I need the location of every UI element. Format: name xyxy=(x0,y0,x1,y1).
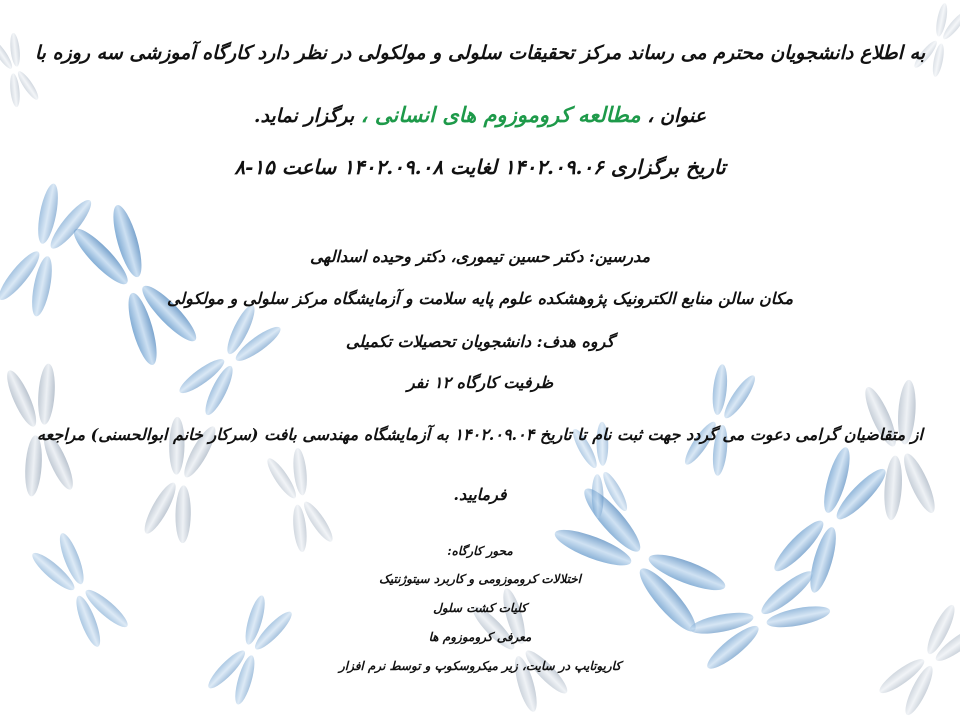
announcement-line-2-suffix: برگزار نماید. xyxy=(253,105,361,127)
topic-item: اختلالات کروموزومی و کاربرد سیتوژنتیک xyxy=(378,572,582,586)
workshop-title: مطالعه کروموزوم های انسانی ، xyxy=(360,102,641,127)
topics-heading: محور کارگاه: xyxy=(447,544,513,558)
target-group: گروه هدف: دانشجویان تحصیلات تکمیلی xyxy=(345,332,615,351)
invitation-line-1: از متقاضیان گرامی دعوت می گردد جهت ثبت نام تا تاریخ ۱۴۰۲.۰۹.۰۴ به آزمایشگاه مهندسی بافت (سرکار خانم ابوالحسنی) مراجعه xyxy=(37,425,923,444)
topic-item: کاریوتایپ در سایت، زیر میکروسکوپ و توسط نرم افزار xyxy=(338,659,622,673)
announcement-line-2 xyxy=(0,102,960,127)
capacity: ظرفیت کارگاه ۱۲ نفر xyxy=(406,373,554,392)
topic-item: کلیات کشت سلول xyxy=(433,601,527,615)
workshop-dates: تاریخ برگزاری ۱۴۰۲.۰۹.۰۶ لغایت ۱۴۰۲.۰۹.۰۸ ساعت ۱۵-۸ xyxy=(234,155,726,179)
announcement-line-1: به اطلاع دانشجویان محترم می رساند مرکز تحقیقات سلولی و مولکولی در نظر دارد کارگاه آموزشی سه روزه با xyxy=(34,42,926,64)
instructors: مدرسین: دکتر حسین تیموری، دکتر وحیده اسدالهی xyxy=(309,247,651,266)
topic-item: معرفی کروموزوم ها xyxy=(428,630,532,644)
location: مکان سالن منابع الکترونیک پژوهشکده علوم پایه سلامت و آزمایشگاه مرکز سلولی و مولکولی xyxy=(166,289,794,308)
invitation-line-2: فرمایید. xyxy=(453,485,507,504)
announcement-line-2-prefix: عنوان ، xyxy=(647,105,707,127)
